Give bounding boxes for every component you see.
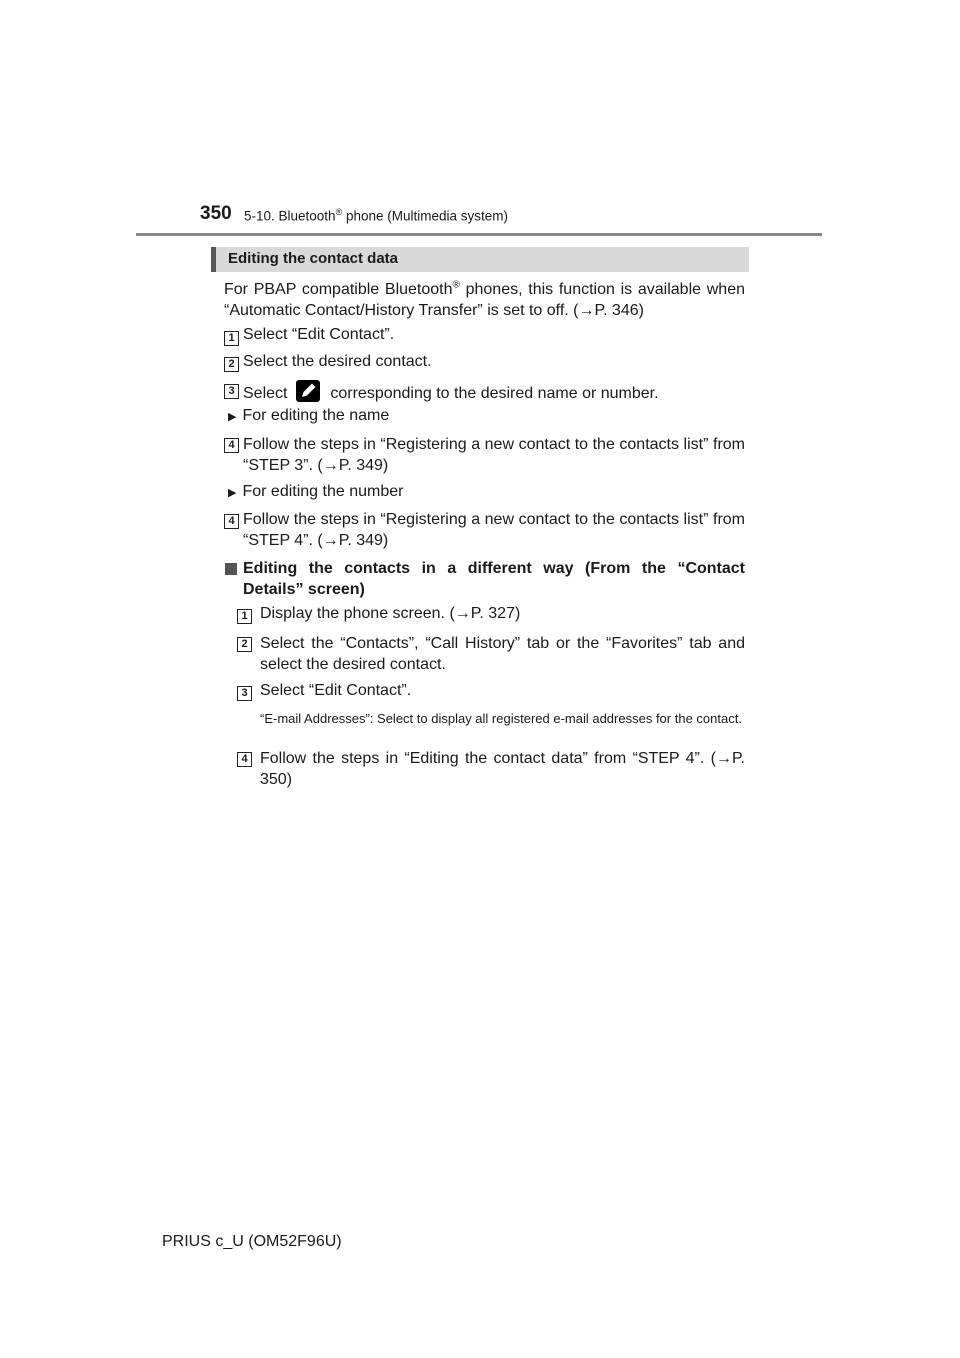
step-text-after: corresponding to the desired name or number. bbox=[325, 385, 659, 402]
step-number-box: 4 bbox=[237, 752, 252, 767]
step-text bbox=[243, 434, 745, 476]
intro-text-1: For PBAP compatible Bluetooth bbox=[224, 281, 453, 298]
black-square-icon bbox=[225, 563, 237, 575]
arrow-right-icon: → bbox=[454, 605, 471, 622]
step-text: Select the “Contacts”, “Call History” tab or the “Favorites” tab and select the desired contact. bbox=[260, 635, 745, 673]
step-number-box: 4 bbox=[224, 438, 239, 453]
option-name bbox=[228, 407, 389, 425]
step-number-box: 2 bbox=[224, 357, 239, 372]
step-text bbox=[260, 748, 745, 790]
step-text-body: Follow the steps in “Editing the contact data” from “STEP 4”. ( bbox=[260, 750, 716, 767]
section-header-bar bbox=[211, 247, 749, 272]
page-reference: P. 346) bbox=[594, 302, 645, 319]
page-reference: P. 349) bbox=[338, 457, 389, 474]
triangle-right-icon: ▶ bbox=[228, 411, 237, 423]
step-text bbox=[243, 380, 659, 403]
step-text bbox=[243, 509, 745, 551]
registered-mark: ® bbox=[452, 279, 460, 291]
arrow-right-icon: → bbox=[322, 457, 339, 474]
arrow-right-icon: → bbox=[715, 750, 732, 767]
step-text-body: Follow the steps in “Registering a new contact to the contacts list” from “STEP 4”. ( bbox=[243, 511, 745, 549]
step-number-box: 1 bbox=[237, 609, 252, 624]
section-title: Editing the contact data bbox=[228, 250, 399, 267]
page-number: 350 bbox=[200, 203, 232, 224]
page-reference: P. 350) bbox=[260, 750, 745, 788]
step-text bbox=[260, 605, 520, 623]
arrow-right-icon: → bbox=[322, 532, 339, 549]
step-number-box: 1 bbox=[224, 331, 239, 346]
step-text: Select the desired contact. bbox=[243, 353, 432, 370]
sub-heading: Editing the contacts in a different way (From the “Contact Details” screen) bbox=[243, 560, 745, 598]
intro-text-2: phones, this function is available when “Automatic Contact/History Transfer” is set to off. ( bbox=[224, 281, 745, 319]
step-number-box: 3 bbox=[224, 384, 239, 399]
page-reference: P. 327) bbox=[470, 605, 521, 622]
option-number bbox=[228, 483, 403, 501]
step-number-box: 4 bbox=[224, 514, 239, 529]
footer-model: PRIUS c_U (OM52F96U) bbox=[162, 1233, 342, 1250]
option-label: For editing the name bbox=[242, 407, 390, 424]
registered-mark: ® bbox=[335, 207, 343, 217]
intro-paragraph bbox=[224, 279, 745, 321]
step-text-body: Follow the steps in “Registering a new contact to the contacts list” from “STEP 3”. ( bbox=[243, 436, 745, 474]
chapter-prefix: 5-10. Bluetooth bbox=[244, 208, 336, 224]
option-label: For editing the number bbox=[242, 483, 404, 500]
header-divider bbox=[136, 233, 822, 236]
step-text: Select “Edit Contact”. bbox=[260, 682, 412, 699]
step-text-body: Display the phone screen. ( bbox=[260, 605, 455, 622]
note-text: “E-mail Addresses”: Select to display all registered e-mail addresses for the contact. bbox=[260, 711, 742, 726]
step-text: Select “Edit Contact”. bbox=[243, 326, 395, 343]
step-number-box: 3 bbox=[237, 686, 252, 701]
chapter-suffix: phone (Multimedia system) bbox=[342, 208, 509, 224]
triangle-right-icon: ▶ bbox=[228, 487, 237, 499]
pencil-icon bbox=[296, 380, 320, 402]
step-text-before: Select bbox=[243, 385, 292, 402]
page-reference: P. 349) bbox=[338, 532, 389, 549]
chapter-title bbox=[244, 207, 508, 224]
step-number-box: 2 bbox=[237, 637, 252, 652]
arrow-right-icon: → bbox=[578, 302, 595, 319]
